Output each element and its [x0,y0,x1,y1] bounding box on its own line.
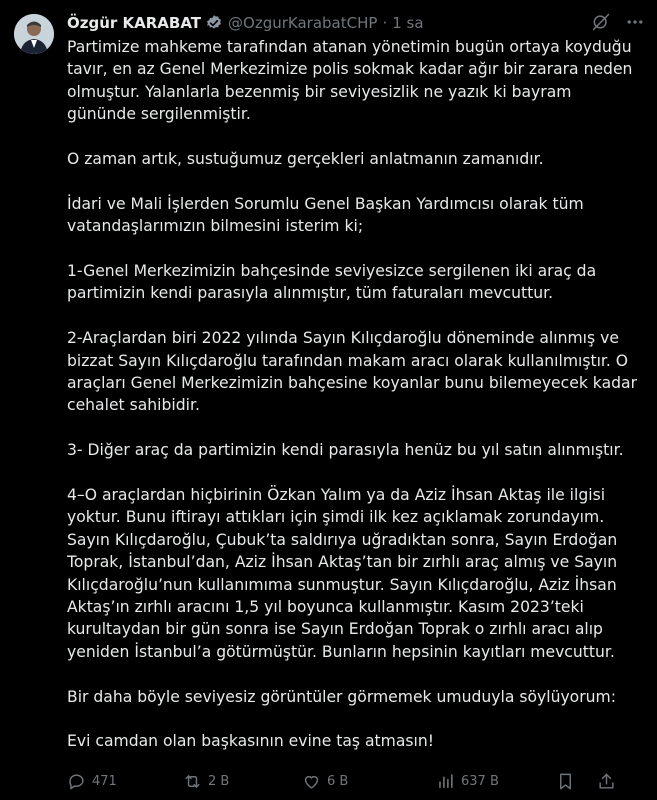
views-button[interactable] [436,772,536,791]
tweet-paragraph: Bir daha böyle seviyesiz görüntüler görmemek umuduyla söylüyorum: [67,687,616,706]
reply-count: 471 [92,773,117,789]
tweet-paragraph: Evi camdan olan başkasının evine taş atmasın! [67,732,435,751]
bookmark-icon [556,772,575,791]
author-name[interactable]: Özgür KARABAT [67,14,202,32]
reply-button[interactable] [67,772,155,791]
like-count: 6 B [327,773,349,789]
more-icon[interactable] [625,12,645,32]
like-button[interactable] [302,772,424,791]
share-icon [597,772,616,791]
tweet-paragraph: Partimize mahkeme tarafından atanan yönetimin bugün ortaya koyduğu tavır, en az Genel Merkezimize polis sokmak kadar ağır bir zarara neden olmuştur. Yalanlarla bezenmiş bir seviyesizlik ne yazık ki bayram gününde sergilenmiştir. [67,38,633,124]
views-count: 637 B [461,773,499,789]
share-button[interactable] [597,772,616,791]
retweet-icon [183,772,202,791]
tweet-text [67,36,645,753]
avatar-image [14,14,54,54]
separator-dot: · [382,14,388,32]
retweet-button[interactable] [183,772,298,791]
header-actions [591,12,645,32]
tweet-paragraph: O zaman artık, sustuğumuz gerçekleri anlatmanın zamanıdır. [67,150,544,169]
tweet-paragraph: 4–O araçlardan hiçbirinin Özkan Yalım ya da Aziz İhsan Aktaş ile ilgisi yoktur. Bunu iftirayı attıkları için şimdi ilk kez açıklamak zorundayım. Sayın Kılıçdaroğlu, Çubuk’ta saldırıya uğradıktan sonra, Sayın Erdoğan Toprak, İstanbul’dan, Aziz İhsan Aktaş’tan bir zırhlı araç almış ve Sayın Kılıçdaroğlu’nun kullanımıma sunmuştur. Sayın Kılıçdaroğlu, Aziz İhsan Aktaş’ın zırhlı aracını 1,5 yıl boyunca kullanmıştır. Kasım 2023’teki kurultaydan bir gün sonra ise Sayın Erdoğan Toprak o zırhlı aracı alıp yeniden İstanbul’a götürmüştür. Bunların hepsinin kayıtları mevcuttur. [67,486,618,661]
action-bar [67,768,643,794]
tweet-paragraph: 3- Diğer araç da partimizin kendi parasıyla henüz bu yıl satın alınmıştır. [67,441,624,460]
tweet-header [67,11,645,35]
views-icon [436,772,455,791]
bookmark-button[interactable] [556,772,575,791]
retweet-count: 2 B [208,773,230,789]
tweet-paragraph: 1-Genel Merkezimizin bahçesinde seviyesizce sergilenen iki araç da partimizin kendi parasıyla alınmıştır, tüm faturaları mevcuttur. [67,262,597,303]
grok-icon[interactable] [591,12,611,32]
heart-icon [302,772,321,791]
tweet-paragraph: İdari ve Mali İşlerden Sorumlu Genel Başkan Yardımcısı olarak tüm vatandaşlarımızın bilmesini isterim ki; [67,194,584,236]
timestamp[interactable]: 1 sa [392,14,424,32]
verified-badge-icon[interactable] [205,14,223,32]
reply-icon [67,772,86,791]
tweet-paragraph: 2-Araçlardan biri 2022 yılında Sayın Kılıçdaroğlu döneminde alınmış ve bizzat Sayın Kılıçdaroğlu tarafından makam aracı olarak kullanılmıştır. O araçları Genel Merkezimizin bahçesine koyanlar bunu bilemeyecek kadar cehalet sahibidir. [67,329,637,415]
author-handle[interactable]: @OzgurKarabatCHP [228,14,378,32]
avatar[interactable] [14,14,54,54]
